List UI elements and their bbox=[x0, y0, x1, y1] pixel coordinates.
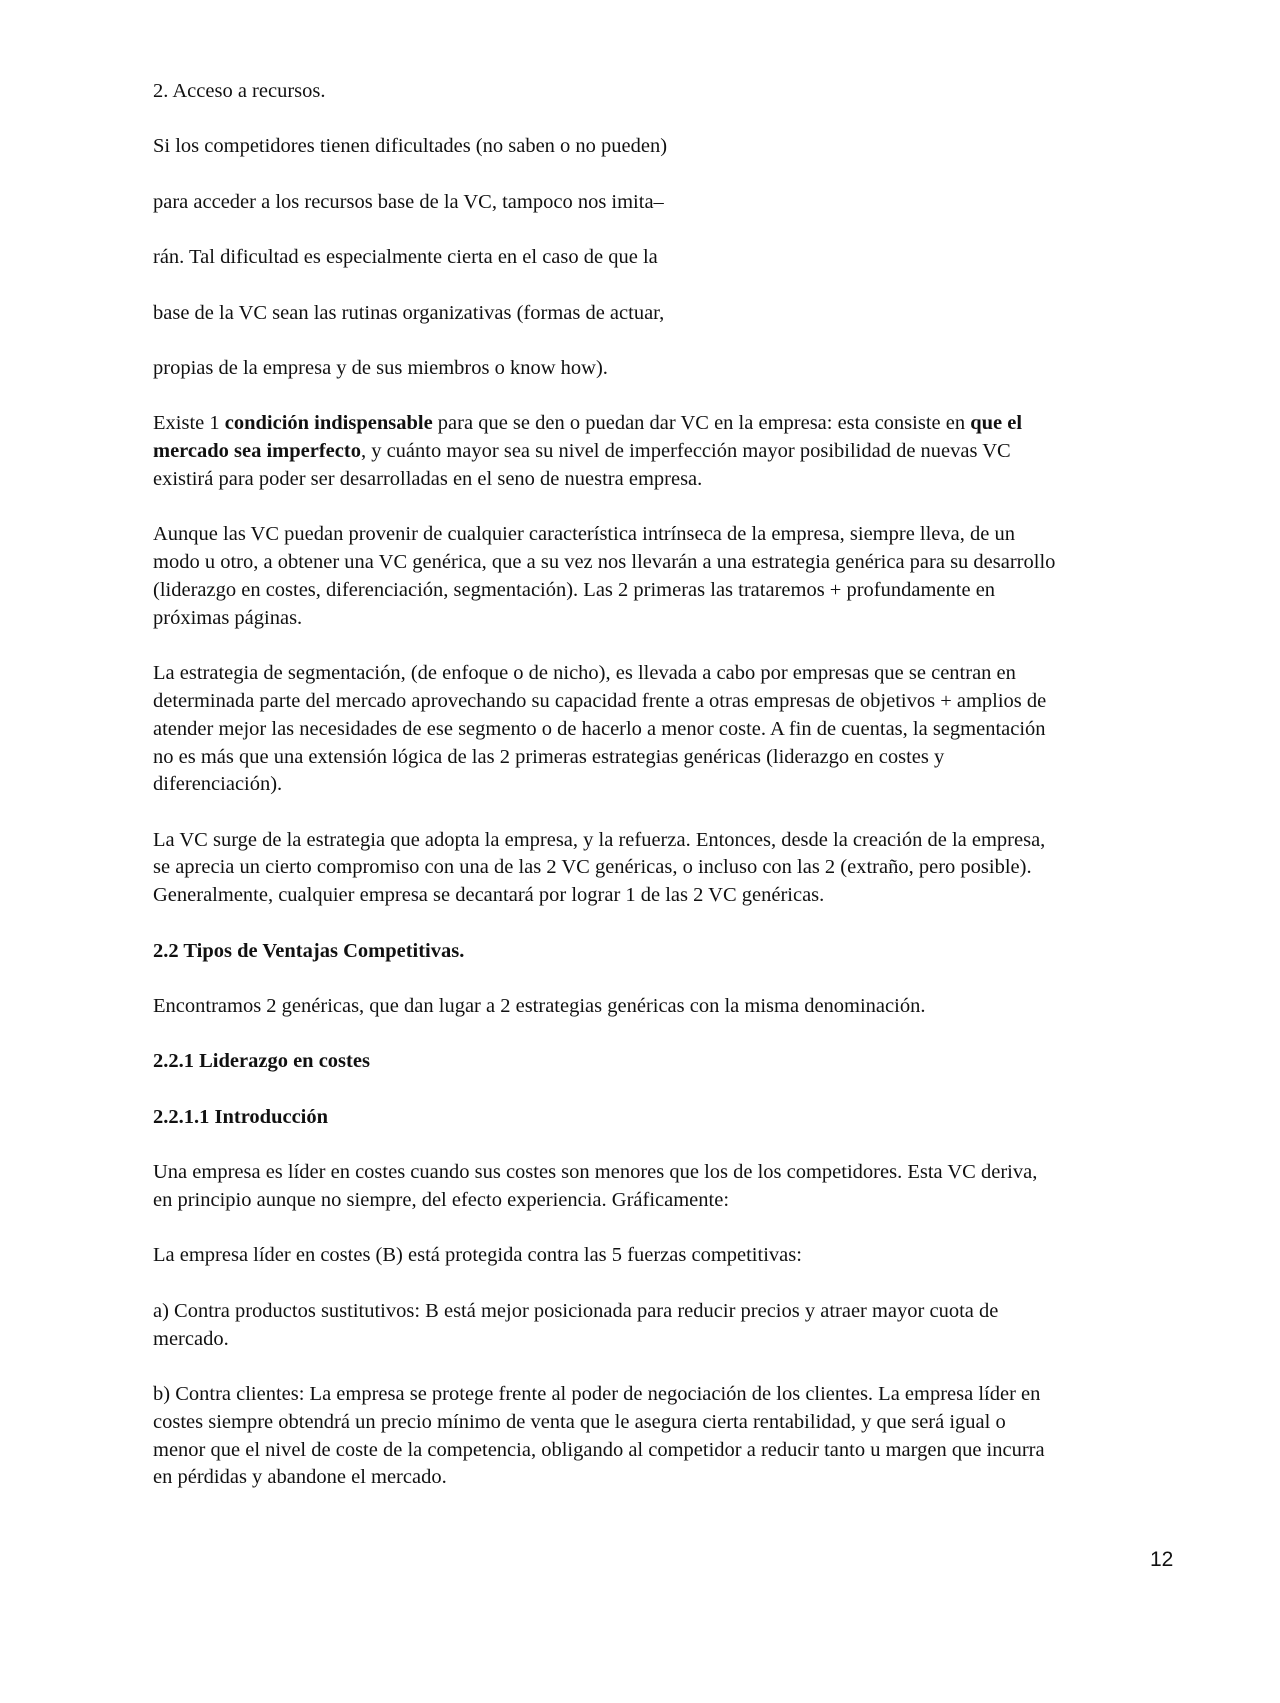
text-run: para que se den o puedan dar VC en la empresa: esta consiste en bbox=[432, 412, 971, 435]
text-line: modo u otro, a obtener una VC genérica, que a su vez nos llevarán a una estrategia genérica para su desarrollo bbox=[153, 551, 1056, 574]
intro-line: propias de la empresa y de sus miembros o know how). bbox=[153, 356, 608, 379]
paragraph-lider bbox=[153, 1159, 1183, 1215]
text-line: mercado. bbox=[153, 1327, 229, 1350]
text-line: se aprecia un cierto compromiso con una de las 2 VC genéricas, o incluso con las 2 (extraño, pero posible). bbox=[153, 856, 1032, 879]
intro-line: base de la VC sean las rutinas organizativas (formas de actuar, bbox=[153, 301, 665, 324]
text-line: diferenciación). bbox=[153, 773, 283, 796]
text-run: existirá para poder ser desarrolladas en el seno de nuestra empresa. bbox=[153, 467, 703, 490]
bold-run: condición indispensable bbox=[224, 412, 433, 435]
text-line: atender mejor las necesidades de ese segmento o de hacerlo a menor coste. A fin de cuentas, la segmentación bbox=[153, 717, 1046, 740]
page-number: 12 bbox=[1150, 1548, 1174, 1571]
text-line: Generalmente, cualquier empresa se decantará por lograr 1 de las 2 VC genéricas. bbox=[153, 884, 825, 907]
paragraph-segmentacion bbox=[153, 660, 1183, 799]
text-line: determinada parte del mercado aprovechando su capacidad frente a otras empresas de objetivos + amplios de bbox=[153, 689, 1047, 712]
text-line: La VC surge de la estrategia que adopta la empresa, y la refuerza. Entonces, desde la creación de la empresa, bbox=[153, 828, 1046, 851]
intro-line: para acceder a los recursos base de la VC, tampoco nos imita– bbox=[153, 190, 664, 213]
paragraph-encontramos: Encontramos 2 genéricas, que dan lugar a 2 estrategias genéricas con la misma denominación. bbox=[153, 995, 926, 1018]
heading-liderazgo: 2.2.1 Liderazgo en costes bbox=[153, 1050, 370, 1073]
paragraph-item-a bbox=[153, 1298, 1183, 1354]
text-line: Una empresa es líder en costes cuando sus costes son menores que los de los competidores. Esta VC deriva, bbox=[153, 1161, 1038, 1184]
text-run: , y cuánto mayor sea su nivel de imperfección mayor posibilidad de nuevas VC bbox=[360, 440, 1011, 463]
text-line: Aunque las VC puedan provenir de cualquier característica intrínseca de la empresa, siempre lleva, de un bbox=[153, 523, 1015, 546]
text-line: costes siempre obtendrá un precio mínimo de venta que le asegura cierta rentabilidad, y que será igual o bbox=[153, 1410, 1006, 1433]
text-line: (liderazgo en costes, diferenciación, segmentación). Las 2 primeras las trataremos + profundamente en bbox=[153, 578, 996, 601]
intro-block bbox=[153, 133, 1183, 382]
bold-run: mercado sea imperfecto bbox=[153, 440, 361, 463]
text-line: La estrategia de segmentación, (de enfoque o de nicho), es llevada a cabo por empresas que se centran en bbox=[153, 662, 1016, 685]
document-page bbox=[153, 78, 1183, 1492]
paragraph-aunque bbox=[153, 521, 1183, 632]
heading-introduccion: 2.2.1.1 Introducción bbox=[153, 1105, 329, 1128]
paragraph-item-b bbox=[153, 1381, 1183, 1492]
text-line: en pérdidas y abandone el mercado. bbox=[153, 1466, 447, 1489]
text-line: menor que el nivel de coste de la competencia, obligando al competidor a reducir tanto u margen que incurra bbox=[153, 1438, 1045, 1461]
text-line: b) Contra clientes: La empresa se protege frente al poder de negociación de los clientes. La empresa líder en bbox=[153, 1383, 1041, 1405]
paragraph-condition bbox=[153, 410, 1183, 493]
bold-run: que el bbox=[970, 412, 1023, 435]
item-title: 2. Acceso a recursos. bbox=[153, 80, 326, 102]
text-line: en principio aunque no siempre, del efecto experiencia. Gráficamente: bbox=[153, 1189, 730, 1212]
heading-tipos: 2.2 Tipos de Ventajas Competitivas. bbox=[153, 939, 465, 962]
intro-line: Si los competidores tienen dificultades (no saben o no pueden) bbox=[153, 135, 668, 158]
intro-line: rán. Tal dificultad es especialmente cierta en el caso de que la bbox=[153, 246, 658, 269]
text-line: no es más que una extensión lógica de las 2 primeras estrategias genéricas (liderazgo en costes y bbox=[153, 745, 945, 768]
paragraph-protegida: La empresa líder en costes (B) está protegida contra las 5 fuerzas competitivas: bbox=[153, 1244, 802, 1267]
paragraph-surge bbox=[153, 827, 1183, 910]
text-line: a) Contra productos sustitutivos: B está mejor posicionada para reducir precios y atraer mayor cuota de bbox=[153, 1299, 999, 1322]
text-run: Existe 1 bbox=[153, 412, 225, 435]
text-line: próximas páginas. bbox=[153, 606, 303, 629]
